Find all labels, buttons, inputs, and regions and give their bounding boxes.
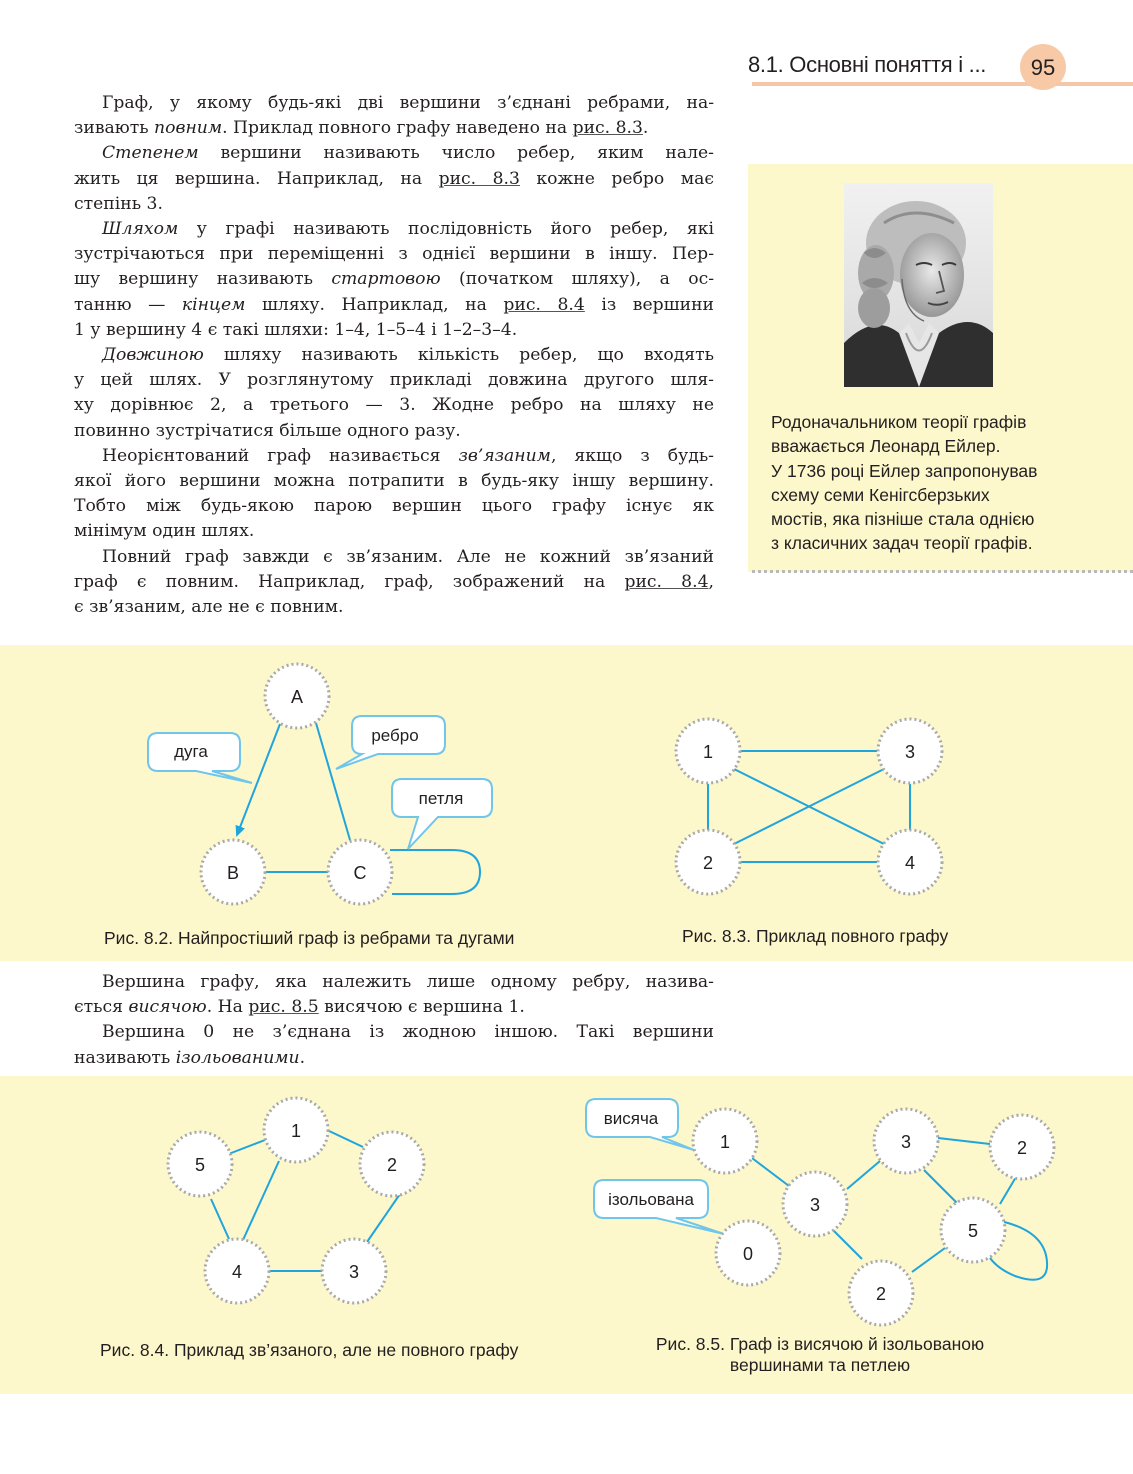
fig83-edges xyxy=(708,751,910,862)
text-line: 1 у вершину 4 є такі шляхи: 1–4, 1–5–4 і 1–2–3–4. xyxy=(74,319,518,340)
text-line: є зв’язаним, але не є повним. xyxy=(74,597,344,617)
loop-c xyxy=(390,850,480,894)
svg-text:3: 3 xyxy=(904,742,916,762)
figure-8-5-caption-line1: Рис. 8.5. Граф із висячою й ізольованою xyxy=(655,1334,985,1354)
text-line: шу вершину називають стартовою (початком шляху), а ос- xyxy=(74,269,714,290)
text-line: жить ця вершина. Наприклад, на рис. 8.3 кожне ребро має xyxy=(74,168,714,189)
text-line: Граф, у якому будь-які дві вершини з’єднані ребрами, на- xyxy=(102,93,714,113)
callout-loop-label: петля xyxy=(418,789,464,808)
term: ізольованими xyxy=(175,1047,300,1068)
callout-pendant-label: висяча xyxy=(603,1109,659,1128)
text-line: Тобто між будь-якою парою вершин цього графу існує як xyxy=(74,496,714,517)
svg-text:4: 4 xyxy=(231,1262,243,1282)
node-2 xyxy=(676,830,740,894)
sidebar-line: з класичних задач теорії графів. xyxy=(771,533,1033,554)
text-line: називають ізольованими. xyxy=(74,1047,306,1068)
node-0 xyxy=(716,1221,780,1285)
paragraph xyxy=(74,545,714,621)
figure-reference[interactable]: рис. 8.3 xyxy=(438,168,520,189)
figure-8-5-caption xyxy=(650,1334,990,1376)
term: Степенем xyxy=(102,143,199,164)
callout-arc xyxy=(148,733,252,783)
paragraph xyxy=(74,91,714,141)
node-1 xyxy=(693,1109,757,1173)
text-line: ху дорівнює 2, а третього — 3. Жодне ребро на шляху не xyxy=(74,395,714,416)
callout-edge xyxy=(336,716,445,769)
text-line: мінімум один шлях. xyxy=(74,521,255,542)
svg-text:A: A xyxy=(290,687,304,707)
callout-isolated xyxy=(594,1180,724,1234)
svg-text:2: 2 xyxy=(702,853,714,873)
svg-text:2: 2 xyxy=(875,1284,887,1304)
callout-pendant xyxy=(586,1099,694,1150)
paragraph xyxy=(74,343,714,444)
paragraph xyxy=(74,444,714,545)
svg-text:1: 1 xyxy=(290,1121,302,1141)
header-rule xyxy=(752,82,1133,86)
sidebar-line: У 1736 році Ейлер запропонував xyxy=(771,460,1038,481)
node-3 xyxy=(783,1172,847,1236)
text-line: Неорієнтований граф називається зв’язаним, якщо з будь- xyxy=(102,445,714,466)
text-line: зустрічаються при переміщенні з однієї вершини в іншу. Пер- xyxy=(74,244,714,265)
svg-text:1: 1 xyxy=(702,742,714,762)
node-5 xyxy=(168,1132,232,1196)
callout-isolated-label: ізольована xyxy=(608,1190,694,1209)
sidebar-line: Родоначальником теорії графів xyxy=(771,412,1027,432)
node-4 xyxy=(205,1239,269,1303)
svg-text:3: 3 xyxy=(809,1195,821,1215)
svg-text:5: 5 xyxy=(967,1221,979,1241)
callout-edge-label: ребро xyxy=(371,726,419,745)
text-line: повинно зустрічатися більше одного разу. xyxy=(74,420,461,441)
svg-text:3: 3 xyxy=(900,1132,912,1152)
text-line: Вершина 0 не з’єднана із жодною іншою. Такі вершини xyxy=(102,1022,714,1043)
figure-8-4-caption: Рис. 8.4. Приклад зв’язаного, але не повного графу xyxy=(100,1340,519,1360)
text-line: ється висячою. На рис. 8.5 висячою є вершина 1. xyxy=(74,997,525,1018)
text-line: Довжиною шляху називають кількість ребер, що входять xyxy=(102,345,714,365)
text-line: Степенем вершини називають число ребер, яким нале- xyxy=(102,143,714,164)
text-line: танню — кінцем шляху. Наприклад, на рис. 8.4 із вершини xyxy=(74,294,714,315)
svg-text:1: 1 xyxy=(719,1132,731,1152)
node-1 xyxy=(264,1098,328,1162)
page-number: 95 xyxy=(1020,44,1066,90)
euler-portrait xyxy=(844,183,993,387)
sidebar-line: вважається Леонард Ейлер. xyxy=(771,436,1001,457)
text-line: граф є повним. Наприклад, граф, зображений на рис. 8.4, xyxy=(74,571,714,592)
svg-text:5: 5 xyxy=(194,1155,206,1175)
svg-text:2: 2 xyxy=(386,1155,398,1175)
node-3 xyxy=(878,719,942,783)
node-b xyxy=(201,840,265,904)
paragraph xyxy=(74,1020,714,1070)
figure-8-2-caption: Рис. 8.2. Найпростіший граф із ребрами та дугами xyxy=(104,928,515,948)
figure-reference[interactable]: рис. 8.3 xyxy=(572,118,643,139)
text-line: у цей шлях. У розглянутому прикладі довжина другого шля- xyxy=(74,370,714,391)
text-line: якої його вершини можна потрапити в будь-яку іншу вершину. xyxy=(74,471,714,491)
node-3 xyxy=(874,1109,938,1173)
node-3 xyxy=(322,1239,386,1303)
node-1 xyxy=(676,719,740,783)
sidebar-line: схему семи Кенігсберзьких xyxy=(771,484,990,505)
term: повним xyxy=(154,118,223,139)
term: зв’язаним xyxy=(458,445,551,466)
node-2 xyxy=(990,1115,1054,1179)
svg-text:B: B xyxy=(226,863,240,883)
node-5 xyxy=(941,1198,1005,1262)
svg-text:C: C xyxy=(353,863,367,883)
callout-arc-label: дуга xyxy=(174,742,208,761)
term: кінцем xyxy=(181,294,246,315)
sidebar-dotted-rule xyxy=(752,570,1133,573)
term: стартовою xyxy=(331,269,441,290)
term: Довжиною xyxy=(102,345,204,365)
text-line: Вершина графу, яка належить лише одному ребру, назива- xyxy=(102,972,714,992)
text-line: Шляхом у графі називають послідовність його ребер, які xyxy=(102,219,714,239)
node-2 xyxy=(849,1261,913,1325)
node-4 xyxy=(878,830,942,894)
sidebar-line: мостів, яка пізніше стала однією xyxy=(771,509,1035,530)
figure-8-3-caption: Рис. 8.3. Приклад повного графу xyxy=(682,926,949,946)
figure-reference[interactable]: рис. 8.5 xyxy=(248,997,319,1018)
text-line: Повний граф завжди є зв’язаним. Але не кожний зв’язаний xyxy=(102,546,714,567)
figure-8-5-caption-line2: вершинами та петлею xyxy=(729,1355,911,1375)
text-line: зивають повним. Приклад повного графу наведено на рис. 8.3. xyxy=(74,118,649,139)
svg-text:4: 4 xyxy=(904,853,916,873)
svg-text:2: 2 xyxy=(1016,1138,1028,1158)
paragraph xyxy=(74,141,714,217)
figure-reference[interactable]: рис. 8.4 xyxy=(624,571,709,592)
figure-reference[interactable]: рис. 8.4 xyxy=(503,294,585,315)
edge-a-c xyxy=(316,723,350,840)
sidebar-text xyxy=(771,410,1111,556)
callout-loop xyxy=(392,779,492,849)
node-a xyxy=(265,664,329,728)
paragraph xyxy=(74,970,714,1020)
figure-8-2-and-8-3 xyxy=(0,645,1133,961)
term: Шляхом xyxy=(102,219,179,239)
text-line: степінь 3. xyxy=(74,193,163,214)
svg-text:3: 3 xyxy=(348,1262,360,1282)
running-header: 8.1. Основні поняття і ... xyxy=(748,52,987,77)
term: висячою xyxy=(128,997,207,1018)
svg-text:0: 0 xyxy=(742,1244,754,1264)
paragraph xyxy=(74,217,714,343)
node-2 xyxy=(360,1132,424,1196)
node-c xyxy=(328,840,392,904)
